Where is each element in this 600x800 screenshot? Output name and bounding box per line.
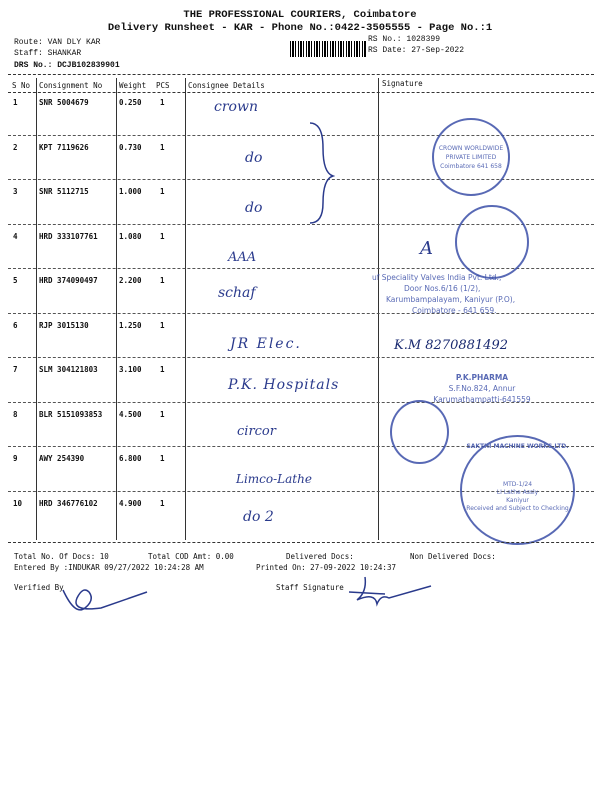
- round-stamp: [390, 400, 449, 464]
- row-pcs: 1: [160, 276, 165, 285]
- row-separator: [8, 135, 594, 136]
- handwritten-consignee: crown: [214, 99, 258, 115]
- stamp-line: S.F.No.824, Annur: [448, 384, 516, 393]
- total-docs: Total No. Of Docs: 10: [14, 552, 109, 561]
- handwritten-consignee: P.K. Hospitals: [228, 377, 340, 393]
- row-sno: 5: [13, 276, 18, 285]
- col-divider: [36, 78, 37, 540]
- row-consignment: BLR 5151093853: [39, 409, 103, 419]
- brace-mark: [305, 118, 335, 228]
- staff: Staff: SHANKAR: [14, 49, 82, 58]
- drs-number: DRS No.: DCJB102839901: [14, 61, 120, 70]
- stamp-line: MTD-1/24: [502, 481, 533, 488]
- handwritten-consignee: JR Elec.: [230, 336, 302, 352]
- row-pcs: 1: [160, 142, 165, 152]
- row-weight: 1.250: [119, 320, 142, 330]
- row-separator: [8, 179, 594, 180]
- row-sno: 9: [13, 454, 18, 463]
- row-pcs: 1: [160, 409, 165, 419]
- entered-by: Entered By :INDUKAR 09/27/2022 10:24:28 AM: [14, 563, 204, 572]
- stamp-line: uf Speciality Valves India Pvt. Ltd.,: [372, 273, 502, 282]
- row-weight: 1.080: [119, 231, 142, 241]
- stamp-line: Kaniyur: [506, 497, 529, 504]
- row-sno: 7: [13, 365, 18, 374]
- handwritten-consignee: AAA: [228, 250, 257, 265]
- total-cod: Total COD Amt: 0.00: [148, 552, 234, 561]
- table-top-rule: [8, 74, 594, 75]
- row-pcs: 1: [160, 98, 165, 107]
- row-sno: 2: [13, 142, 18, 152]
- crown-stamp: CROWN WORLDWIDE PRIVATE LIMITED Coimbatore 641 658: [432, 118, 510, 196]
- verified-signature: [55, 578, 155, 623]
- phone-handwritten: K.M 8270881492: [394, 338, 508, 353]
- row-sno: 1: [13, 98, 18, 107]
- handwritten-consignee: Limco-Lathe: [236, 472, 312, 486]
- table-bottom-rule: [8, 542, 594, 543]
- signature-mark: A: [420, 238, 433, 259]
- staff-signature: [345, 572, 435, 612]
- stamp-line: SAKTHI MACHINE WORKS LTD.: [466, 443, 569, 450]
- stamp-line: Karumathampatti-641559: [433, 395, 531, 404]
- col-divider: [185, 78, 186, 540]
- col-consignment: Consignment No: [39, 81, 103, 90]
- col-consignee: Consignee Details: [188, 81, 265, 90]
- row-weight: 4.900: [119, 498, 142, 508]
- runsheet-title: Delivery Runsheet - KAR - Phone No.:0422-3505555 - Page No.:1: [107, 22, 493, 34]
- row-consignment: HRD 333107761: [39, 231, 98, 241]
- row-weight: 3.100: [119, 365, 142, 374]
- stamp-line: Door Nos.6/16 (1/2),: [404, 284, 481, 293]
- valves-stamp: [372, 272, 572, 316]
- row-consignment: HRD 346776102: [39, 498, 98, 508]
- row-consignment: SNR 5004679: [39, 98, 89, 107]
- row-consignment: AWY 254390: [39, 454, 85, 463]
- row-pcs: 1: [160, 498, 165, 508]
- col-signature: Signature: [382, 79, 423, 88]
- row-sno: 8: [13, 409, 18, 419]
- row-weight: 1.000: [119, 187, 142, 196]
- row-sno: 3: [13, 187, 18, 196]
- printed-on: Printed On: 27-09-2022 10:24:37: [256, 563, 396, 572]
- col-pcs: PCS: [156, 81, 170, 90]
- row-pcs: 1: [160, 187, 165, 196]
- sakthi-stamp: [460, 435, 575, 545]
- row-sno: 10: [13, 498, 23, 508]
- row-pcs: 1: [160, 365, 165, 374]
- verified-by-label: Verified By: [14, 583, 64, 592]
- delivered-docs: Delivered Docs:: [286, 552, 354, 561]
- handwritten-consignee: do: [245, 150, 263, 166]
- stamp-line: P.K.PHARMA: [455, 373, 509, 382]
- handwritten-consignee: circor: [237, 424, 276, 439]
- stamp-line: Karumbampalayam, Kaniyur (P.O),: [386, 295, 516, 304]
- row-pcs: 1: [160, 454, 165, 463]
- row-weight: 2.200: [119, 276, 142, 285]
- staff-signature-label: Staff Signature: [276, 583, 344, 592]
- non-delivered-docs: Non Delivered Docs:: [410, 552, 496, 561]
- row-weight: 0.730: [119, 142, 142, 152]
- courier-title: THE PROFESSIONAL COURIERS, Coimbatore: [183, 9, 417, 21]
- handwritten-consignee: do 2: [243, 509, 274, 525]
- row-consignment: SNR 5112715: [39, 187, 89, 196]
- stamp-line: Received and Subject to Checking: [466, 505, 569, 512]
- row-consignment: HRD 374090497: [39, 276, 98, 285]
- row-consignment: RJP 3015130: [39, 320, 89, 330]
- row-pcs: 1: [160, 231, 165, 241]
- row-weight: 6.800: [119, 454, 142, 463]
- handwritten-consignee: do: [245, 200, 263, 216]
- col-sno: S No: [12, 81, 31, 90]
- row-consignment: KPT 7119626: [39, 142, 89, 152]
- stamp-line: Coimbatore - 641 659.: [412, 306, 497, 315]
- rs-number: RS No.: 1028399: [368, 35, 441, 44]
- rs-date: RS Date: 27-Sep-2022: [368, 46, 465, 55]
- barcode: [290, 41, 366, 57]
- table-header-rule: [8, 92, 594, 93]
- row-separator: [8, 357, 594, 358]
- row-pcs: 1: [160, 320, 165, 330]
- row-sno: 6: [13, 320, 18, 330]
- row-weight: 4.500: [119, 409, 142, 419]
- stamp-line: LI Lathe Assly: [496, 489, 539, 496]
- col-divider: [116, 78, 117, 540]
- route: Route: VAN DLY KAR: [14, 38, 101, 47]
- round-stamp: [455, 205, 529, 279]
- row-sno: 4: [13, 231, 18, 241]
- row-consignment: SLM 304121803: [39, 365, 98, 374]
- handwritten-consignee: schaf: [218, 285, 256, 301]
- row-weight: 0.250: [119, 98, 142, 107]
- col-weight: Weight: [119, 81, 147, 90]
